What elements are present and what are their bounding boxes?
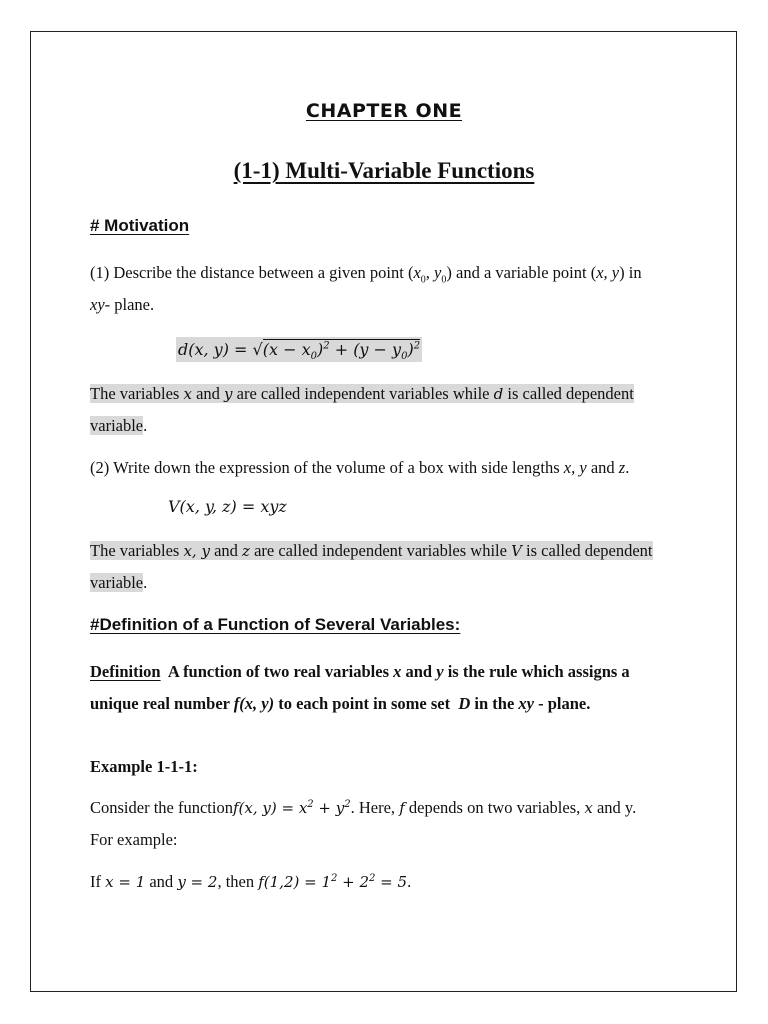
example-body: Consider the functionf(x, $y) = x^2 + y^2$. Here, f depends on two variables, x and y. For example:: [90, 798, 637, 849]
section-title: [0, 158, 768, 184]
motivation-item-1: (1) Describe the distance between a given point ($x_0$, $y_0$) and a variable point (x, y) in xy- plane.: [90, 263, 642, 314]
example-evaluation: If x = 1 and y = 2, then $f(1,2) = 1^2 + 2^2 = 5$.: [90, 872, 412, 891]
volume-equation: V(x, y, z) = xyz: [168, 497, 287, 516]
chapter-title-text: CHAPTER ONE: [305, 100, 463, 122]
distance-equation: d(x, $y) = √(x - x_0)^2 + (y - y_0)^2$: [176, 335, 422, 366]
motivation-note-1: The variables x and y are called independent variables while d is called dependent variable.: [90, 384, 634, 435]
section-title-text: (1-1) Multi-Variable Functions: [233, 158, 535, 183]
motivation-heading: # Motivation: [90, 216, 190, 235]
chapter-title: [0, 100, 768, 122]
definition-label: Definition: [90, 662, 161, 681]
definition-paragraph: Definition A function of two real variables x and y is the rule which assigns a unique real number f(x, y) to each point in some set D in the xy - plane.: [90, 662, 630, 713]
motivation-item-2: (2) Write down the expression of the volume of a box with side lengths x, y and z.: [90, 458, 630, 477]
example-heading: Example 1-1-1:: [90, 757, 198, 776]
motivation-note-2: The variables x, y and z are called independent variables while V is called dependent variable.: [90, 541, 653, 592]
definition-heading: #Definition of a Function of Several Variables:: [90, 615, 461, 634]
